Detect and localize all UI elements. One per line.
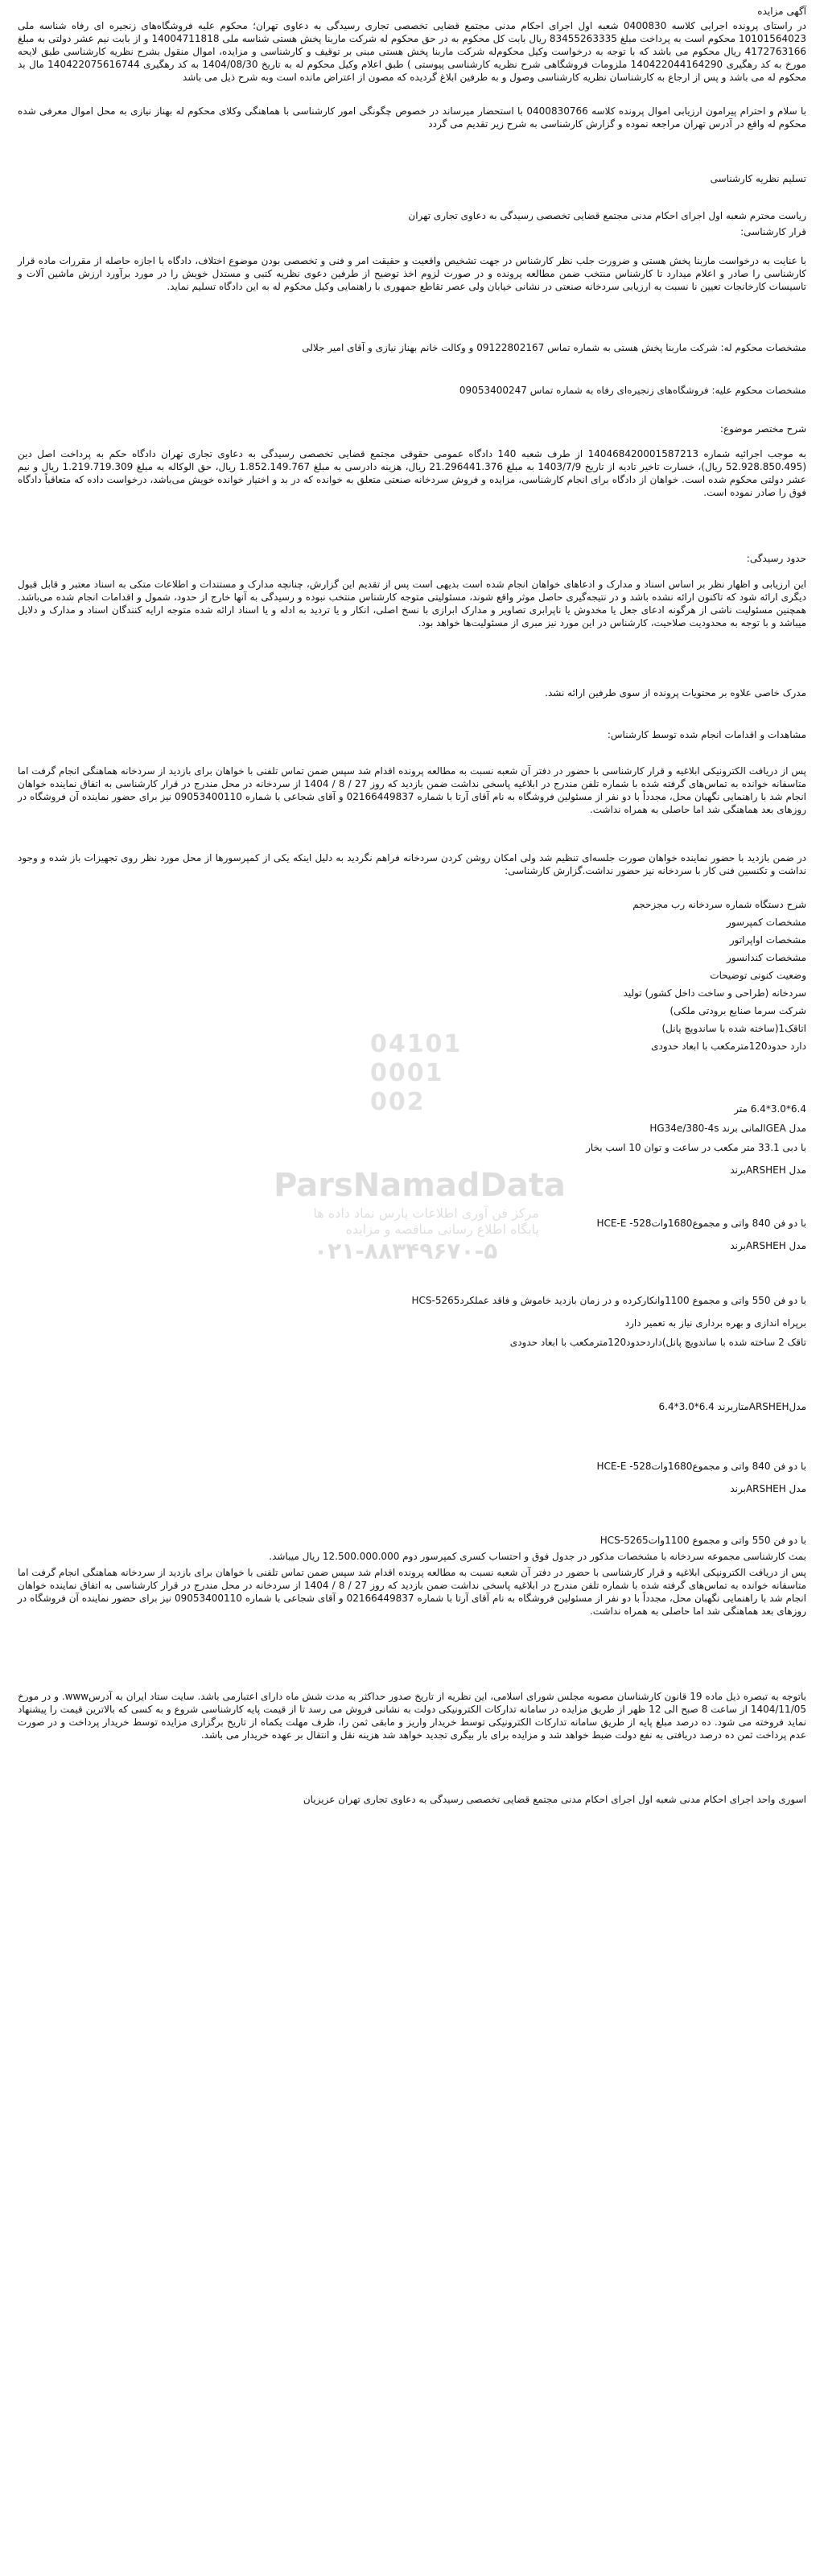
spec-line: با دبی 33.1 متر مکعب در ساعت و توان 10 اسب بخار xyxy=(586,1142,806,1153)
equipment-field: وضعیت کنونی توضیحات xyxy=(710,970,806,981)
spec-line: با دو فن 550 واتی و مجموع 1100وانکارکرده و در زمان بازدید خاموش و فاقد عملکردHCS-5265 xyxy=(411,1295,806,1306)
spec-line: با دو فن 550 واتی و مجموع 1100واتHCS-5265 xyxy=(599,1535,806,1546)
spec-line: برپراه اندازی و بهره برداری نیاز به تعمیر دارد xyxy=(624,1317,806,1329)
footer-signature: اسوری واحد اجرای احکام مدنی شعبه اول اجرای احکام مدنی مجتمع قضایی تخصصی رسیدگی به دعاوی تجاری تهران عزیزیان xyxy=(303,1794,806,1805)
report-title: تسلیم نظریه کارشناسی xyxy=(710,173,806,184)
watermark-phone: ۰۲۱-۸۸۳۴۹۶۷۰-۵ xyxy=(314,1238,498,1264)
parsnamad-watermark xyxy=(266,1030,566,1264)
observations-title: مشاهدات و اقدامات انجام شده توسط کارشناس: xyxy=(607,729,806,740)
spec-line: مدل ARSHEHبرند xyxy=(730,1483,806,1494)
spec-line: تاقک 2 ساخته شده با ساندویچ پانل)داردحدود120مترمکعب با ابعاد حدودی xyxy=(509,1337,806,1348)
debtor-line: مشخصات محکوم علیه: فروشگاه‌های زنجیره‌ای رفاه به شماره تماس 09053400247 xyxy=(459,385,806,396)
equipment-field: مشخصات کمپرسور xyxy=(727,917,806,928)
observations-paragraph-3: پس از دریافت الکترونیکی ابلاغیه و قرار کارشناسی با حضور در دفتر آن شعبه نسبت به مطالعه پرونده اقدام شد سپس ضمن تماس تلفنی با خواهان برای بازدید از سردخانه هماهنگی انجام گرفت اما متاسفانه خوانده به تماس‌های گرفته شده با شماره تلفن مندرج در ابلاغیه پاسخی نداشت ضمن بازدید که روز 27 / 8 / 1404 از سردخانه در محل مندرج در قرار کارشناسی به اتفاق نماینده خواهان انجام شد با راهنمایی نگهبان محل، مجدداً با دو نفر از مسئولین فروشگاه به نام آقای آرتا با شماره 02166449837 و آقای شجاعی با شماره 09053400110 نیز برای حضور نماینده آن فروشگاه در روزهای بعد هماهنگی شد اما حاصلی به همراه نداشت. xyxy=(18,1567,807,1617)
watermark-subtitle: پایگاه اطلاع رسانی مناقصه و مزایده xyxy=(345,1222,539,1237)
salutation-paragraph: با سلام و احترام پیرامون ارزیابی اموال پرونده کلاسه 0400830766 با استحضار میرساند در خصوص چگونگی امور کارشناسی با هماهنگی وکلای محکوم له بهناز نیازی به محل اموال معرفی شده محکوم له واقع در آدرس تهران مراجعه نموده و گزارش کارشناسی به شرح زیر تقدیم می گردد xyxy=(18,105,807,130)
spec-line: مدل GEAالمانی برند HG34e/380-4s xyxy=(649,1123,806,1134)
note-line: مدرک خاصی علاوه بر محتویات پرونده از سوی طرفین ارائه نشد. xyxy=(545,687,806,699)
watermark-number: 0001 xyxy=(370,1059,444,1087)
spec-line: مدل ARSHEHبرند xyxy=(730,1240,806,1251)
equipment-field: مشخصات اواپراتور xyxy=(729,934,806,946)
order-label: قرار کارشناسی: xyxy=(740,226,806,237)
document-header: آگهی مزایده xyxy=(757,6,806,17)
summary-paragraph: به موجب اجرائیه شماره 140468420001587213 از طرف شعبه 140 دادگاه عمومی حقوقی مجتمع قضایی تخصصی رسیدگی به دعاوی تجاری تهران دادگاه حکم به پرداخت اصل دین (52.928.850.495 ریال)، خسارت تاخیر تادیه از تاریخ 1403/7/9 به مبلغ 21.296441.376 ریال، هزینه دادرسی به مبلغ 1.852.149.767 ریال، حق الوکاله به مبلغ 1.219.719.309 ریال و نیم عشر دولتی محکوم شده است. خواهان از دادگاه برای انجام کارشناسی، مزایده و فروش سردخانه صنعتی متعلق به خوانده که در بد و اختیار خوانده خویش می‌باشد، درخواست داده که متعاقباً دادگاه فوق را صادر نموده است. xyxy=(18,448,807,498)
watermark-subtitle: مرکز فن آوری اطلاعات پارس نماد داده ها xyxy=(313,1206,539,1221)
watermark-brand: ParsNamadData xyxy=(274,1167,566,1204)
order-paragraph: با عنایت به درخواست ماربنا پخش هستی و ضرورت جلب نظر کارشناس در جهت تشخیص واقعیت و حقیقت امر و فنی و تخصصی بودن موضوع اختلاف، دادگاه با اجازه حاصله از مقررات ماده قرار کارشناسی را صادر و اعلام میدارد تا کارشناس منتخب ضمن مطالعه پرونده و در صورت لزوم اخذ توضیح از طرفین دعوی نظریه کتبی و مستدل خویش را در مورد برآورد ارزش ماشین آلات و تاسیسات کارخانجات تعیین نا نسبت به ارزیابی سردخانه صنعتی در نشانی خیابان ولی عصر تقاطع جمهوری با راهنمایی وکیل محکوم له به این دادگاه تسلیم نماید. xyxy=(18,255,806,292)
spec-line: مدلARSHEHمتاربرند 6.4*3.0*6.4 xyxy=(658,1401,806,1412)
closing-paragraph: باتوجه به تبصره ذیل ماده 19 قانون کارشناسان مصوبه مجلس شورای اسلامی، این نظریه از تاریخ صدور حداکثر به مدت شش ماه دارای اعتبارمی باشد. سایت ستاد ایران به آدرسwww. و در مورخ 1404/11/05 از ساعت 8 صبح الی 12 ظهر از طریق مزایده در سامانه تدارکات الکترونیکی دولت به نشانی فروش می رسد تا از قیمت پایه کارشناسی شروع و به کسی که بالاترین قیمت را پیشنهاد نماید فروخته می شود. ده درصد مبلغ پایه از طریق سامانه تدارکات الکترونیکی توسط خریدار واریز و مابقی ثمن را، ظرف مهلت یکماه از تاریخ برگزاری مزایده توسط خریدار پرداخت و در صورت عدم پرداخت ثمن ده درصد دریافتی به نفع دولت ضبط خواهد شد و مزایده برای بار بیگری تجدید خواهد شد هزینه نقل و انتقال بر عهده خریدار می باشد. xyxy=(18,1691,807,1741)
creditor-line: مشخصات محکوم له: شرکت ماربنا پخش هستی به شماره تماس 09122802167 و وکالت خانم بهناز نیازی و آقای امیر جلالی xyxy=(302,342,806,353)
spec-line: 6.4*3.0*6.4 متر xyxy=(734,1103,806,1115)
observations-paragraph-1: پس از دریافت الکترونیکی ابلاغیه و قرار کارشناسی با حضور در دفتر آن شعبه نسبت به مطالعه پرونده اقدام شد سپس ضمن تماس تلفنی با خواهان برای بازدید از سردخانه هماهنگی انجام گرفت اما متاسفانه خوانده به تماس‌های گرفته شده با شماره تلفن مندرج در ابلاغیه پاسخی نداشت ضمن بازدید که روز 27 / 8 / 1404 از سردخانه در محل مندرج در قرار کارشناسی به اتفاق نماینده خواهان انجام شد با راهنمایی نگهبان محل، مجدداً با دو نفر از مسئولین فروشگاه به نام آقای آرتا با شماره 02166449837 و آقای شجاعی با شماره 09053400110 نیز برای حضور نماینده آن فروشگاه در روزهای بعد هماهنگی شد اما حاصلی به همراه نداشت. xyxy=(18,765,807,815)
summary-title: شرح مختصر موضوع: xyxy=(719,423,806,435)
intro-paragraph: در راستای پرونده اجرایی کلاسه 0400830 شعبه اول اجرای احکام مدنی مجتمع قضایی تخصصی تجاری رسیدگی به دعاوی تهران؛ محکوم علیه فروشگاه‌های زنجیره ای رفاه شناسه ملی 10101564023 محکوم است به پرداخت مبلغ 83455263335 ریال بابت کل محکوم به در حق محکوم له شرکت ماربنا پخش هستی شناسه ملی 14004711818 و از بابت نیم عشر دولتی به مبلغ 4172763166 ریال محکوم می باشد که با توجه به درخواست وکیل محکوم‌له شرکت ماربنا پخش هستی مبنی بر توقیف و کارشناسی و مزایده، اموال منقول بشرح نظریه کارشناسی طبق لایحه مورخ به کد رهگیری 140422044164290 ملزومات فروشگاهی شرح نظریه کارشناسی پیوستی ) طبق اعلام وکیل محکوم له به تاریخ 1404/08/30 به کد رهگیری 140422075616744 مال بد محکوم له می باشد و پس از ارجاع به کارشناسان نظریه کارشناسی وصول و به طرفین ابلاغ گردیده که مصون از اعتراض مانده است وبه شرح ذیل می باشد xyxy=(18,20,807,83)
spec-line: مدل ARSHEHبرند xyxy=(730,1164,806,1176)
addressee-line: ریاست محترم شعبه اول اجرای احکام مدنی مجتمع قضایی تخصصی رسیدگی به دعاوی تجاری تهران xyxy=(408,210,806,221)
equipment-field: مشخصات کندانسور xyxy=(726,952,806,963)
equipment-field: اتاقک1(ساخته شده با ساندویچ پانل) xyxy=(661,1023,806,1034)
equipment-title: شرح دستگاه شماره سردخانه رب مجزحجم xyxy=(632,899,806,910)
observations-paragraph-2: در ضمن بازدید با حضور نماینده خواهان صورت جلسه‌ای تنظیم شد ولی امکان روشن کردن سردخانه فراهم نگردید به دلیل اینکه یکی از کمپرسورها از محل مورد نظر روی تجهیزات باز شده و وجود نداشت و تکنسین فنی کار با سردخانه نیز حضور نداشت.گزارش کارشناسی: xyxy=(18,852,806,876)
equipment-field: سردخانه (طراحی و ساخت داخل کشور) تولید xyxy=(623,987,806,999)
valuation-line: بمث کارشناسی مجموعه سردخانه با مشخصات مذکور در جدول فوق و احتساب کسری کمپرسور دوم 12.500.000.000 ریال میباشد. xyxy=(269,1551,806,1562)
watermark-number: 002 xyxy=(370,1088,426,1116)
spec-line: با دو فن 840 واتی و مجموع1680وات528- HCE-E xyxy=(596,1461,806,1472)
scope-paragraph: این ارزیابی و اظهار نظر بر اساس اسناد و مدارک و ادعاهای خواهان انجام شده است بدیهی است پس از تقدیم این گزارش، چنانچه مدارک و مستندات و اطلاعات متکی به اسناد معتبر و قابل قبول دیگری ارائه شود که تاکنون ارائه نشده باشد و در نتیجه‌گیری حاصل موثر واقع شوند، مسئولیتی متوجه کارشناس منتخب نبوده و رسیدگی به آنها خارج از حدود، شمول و اقدامات انجام شده می‌باشد. همچنین مسئولیت ناشی از هرگونه ادعای جعل یا مخدوش یا ناپرابری تصاویر و مدارک ابرازی با نسخ اصلی، انکار و یا تردید به ادله و یا اسناد ارائه شده متوجه ارایه کنندگان اسناد و مدارک و دلایل میباشد و با توجه به محدودیت صلاحیت، کارشناس در این مورد نیز مبری از مسئولیت‌ها خواهد بود. xyxy=(18,579,806,629)
equipment-field: شرکت سرما صنایع برودتی ملکی) xyxy=(670,1005,806,1016)
watermark-number: 04101 xyxy=(370,1030,463,1058)
equipment-field: دارد حدود120مترمکعب با ابعاد حدودی xyxy=(651,1041,806,1052)
spec-line: با دو فن 840 واتی و مجموع1680وات528- HCE-E xyxy=(596,1218,806,1229)
scope-title: حدود رسیدگی: xyxy=(746,553,806,564)
